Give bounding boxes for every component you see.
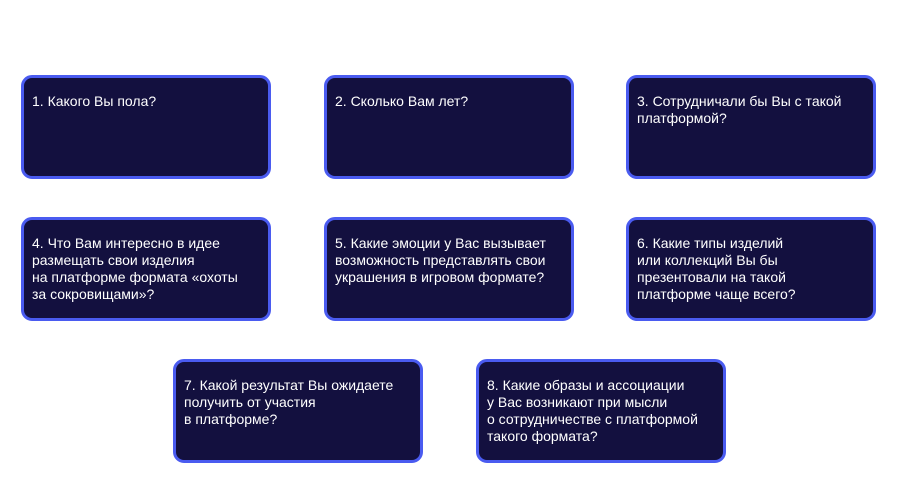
question-card-7: 7. Какой результат Вы ожидаете получить от участия в платформе? [173, 359, 423, 463]
question-card-8: 8. Какие образы и ассоциации у Вас возникают при мысли о сотрудничестве с платформой такого формата? [476, 359, 726, 463]
question-card-4: 4. Что Вам интересно в идее размещать свои изделия на платформе формата «охоты за сокровищами»? [21, 217, 271, 321]
question-card-6: 6. Какие типы изделий или коллекций Вы бы презентовали на такой платформе чаще всего? [626, 217, 876, 321]
question-card-2: 2. Сколько Вам лет? [324, 75, 574, 179]
question-card-3: 3. Сотрудничали бы Вы с такой платформой? [626, 75, 876, 179]
question-card-1: 1. Какого Вы пола? [21, 75, 271, 179]
question-card-5: 5. Какие эмоции у Вас вызывает возможность представлять свои украшения в игровом формате? [324, 217, 574, 321]
